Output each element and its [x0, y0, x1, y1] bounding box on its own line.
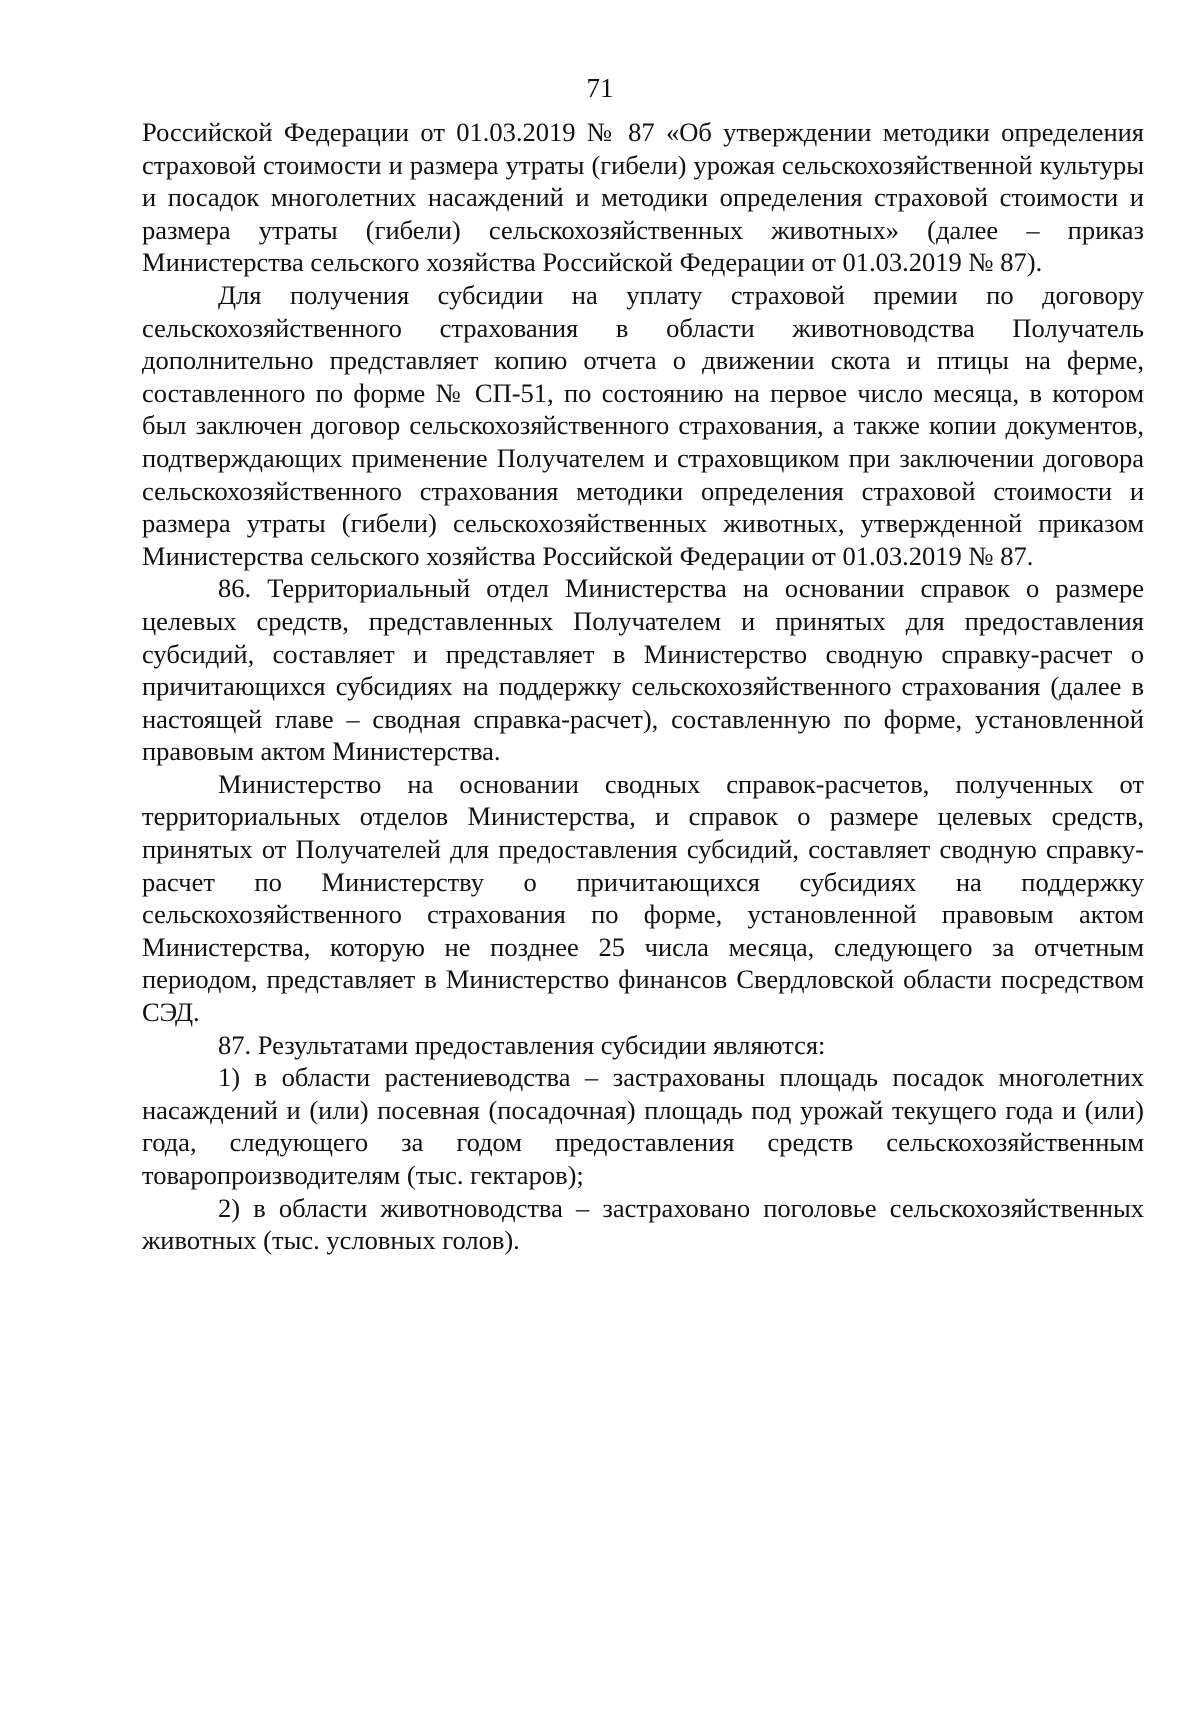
- page-number: 71: [586, 73, 614, 103]
- paragraph-continuation: Российской Федерации от 01.03.2019 № 87 «Об утверждении методики определения страховой стоимости и размера утраты (гибели) урожая сельскохозяйственной культуры и посадок многолетних насаждений и методики определения страховой стоимости и размера утраты (гибели) сельскохозяйственных животных» (далее – приказ Министерства сельского хозяйства Российской Федерации от 01.03.2019 № 87).: [142, 117, 1144, 278]
- paragraph-87: 87. Результатами предоставления субсидии являются:: [218, 1029, 826, 1060]
- paragraph-86: 86. Территориальный отдел Министерства на основании справок о размере целевых средств, представленных Получателем и принятых для предоставления субсидий, составляет и представляет в Министерство сводную справку-расчет о причитающихся субсидиях на поддержку сельскохозяйственного страхования (далее в настоящей главе – сводная справка-расчет), составленную по форме, установленной правовым актом Министерства.: [142, 573, 1144, 767]
- paragraph-livestock-insurance-documents: Для получения субсидии на уплату страховой премии по договору сельскохозяйственного страхования в области животноводства Получатель дополнительно представляет копию отчета о движении скота и птицы на ферме, составленного по форме № СП-51, по состоянию на первое число месяца, в котором был заключен договор сельскохозяйственного страхования, а также копии документов, подтверждающих применение Получателем и страховщиком при заключении договора сельскохозяйственного страхования методики определения страховой стоимости и размера утраты (гибели) сельскохозяйственных животных, утвержденной приказом Министерства сельского хозяйства Российской Федерации от 01.03.2019 № 87.: [142, 279, 1144, 571]
- document-body: [142, 116, 1144, 1257]
- list-item-crop-insurance: 1) в области растениеводства – застрахованы площадь посадок многолетних насаждений и (или) посевная (посадочная) площадь под урожай текущего года и (или) года, следующего за годом предоставления средств сельскохозяйственным товаропроизводителям (тыс. гектаров);: [142, 1062, 1144, 1190]
- paragraph-ministry-summary: Министерство на основании сводных справок-расчетов, полученных от территориальных отделов Министерства, и справок о размере целевых средств, принятых от Получателей для предоставления субсидий, составляет сводную справку-расчет по Министерству о причитающихся субсидиях на поддержку сельскохозяйственного страхования по форме, установленной правовым актом Министерства, которую не позднее 25 числа месяца, следующего за отчетным периодом, представляет в Министерство финансов Свердловской области посредством СЭД.: [142, 768, 1144, 1028]
- list-item-livestock-insurance: 2) в области животноводства – застраховано поголовье сельскохозяйственных животных (тыс. условных голов).: [142, 1192, 1144, 1256]
